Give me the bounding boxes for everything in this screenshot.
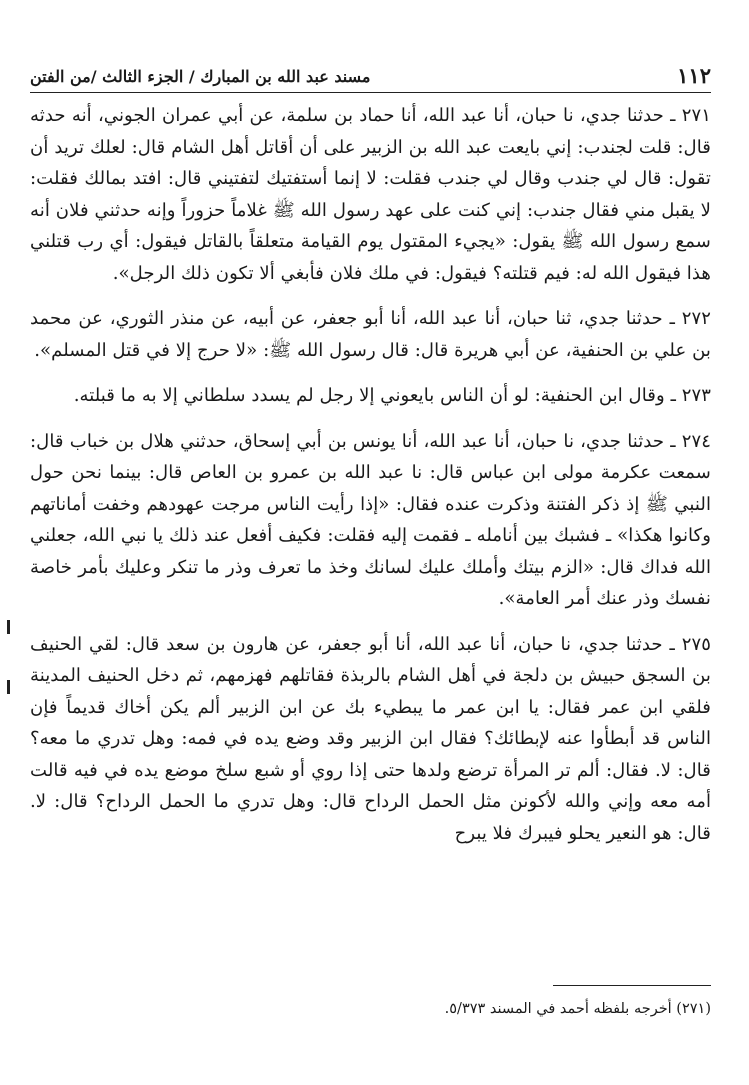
footnote: (٢٧١) أخرجه بلفظه أحمد في المسند ٥/٣٧٣. [444,1001,711,1017]
page-number: ١١٢ [677,63,711,88]
running-title: مسند عبد الله بن المبارك / الجزء الثالث /من الفتن [30,67,371,86]
hadith-274: ٢٧٤ ـ حدثنا جدي، نا حبان، أنا عبد الله، أنا يونس بن أبي إسحاق، حدثني هلال بن خباب قال: سمعت عكرمة مولى ابن عباس قال: نا عبد الله بن عمرو بن العاص قال: بينما نحن حول النبي ﷺ إذ ذكر الفتنة وذكرت عنده فقال: «إذا رأيت الناس مرجت عهودهم وخفت أماناتهم وكانوا هكذا» ـ فشبك بين أنامله ـ فقمت إليه فقلت: فكيف أفعل عند ذلك يا نبي الله، جعلني الله فداك قال: «الزم بيتك وأملك عليك لسانك وخذ ما تعرف وذر ما تنكر وعليك بأمر خاصة نفسك وذر عنك أمر العامة». [30,430,711,609]
hadith-271: ٢٧١ ـ حدثنا جدي، نا حبان، أنا عبد الله، أنا حماد بن سلمة، عن أبي عمران الجوني، أنه حدثه قال: قلت لجندب: إني بايعت عبد الله بن الزبير على أن أقاتل أهل الشام قال: لعلك تريد أن تقول: قال لي جندب وقال لي جندب فقلت: لا إنما أستفتيك لتفتيني قال: افتد بمالك فقلت: لا يقبل مني فقال جندب: إني كنت على عهد رسول الله ﷺ غلاماً حزوراً وإنه حدثني فلان أنه سمع رسول الله ﷺ يقول: «يجيء المقتول يوم القيامة متعلقاً بالقاتل فيقول: أي رب قتلني هذا فيقول الله له: فيم قتلته؟ فيقول: في ملك فلان فأبغي ألا تكون ذلك الرجل». [30,105,711,284]
hadith-273: ٢٧٣ ـ وقال ابن الحنفية: لو أن الناس بايعوني إلا رجل لم يسدد سلطاني إلا به ما قبلته. [73,385,711,406]
footnote-divider [553,985,711,986]
hadith-272: ٢٧٢ ـ حدثنا جدي، ثنا حبان، أنا عبد الله، أنا أبو جعفر، عن أبيه، عن منذر الثوري، عن محمد بن علي بن الحنفية، عن أبي هريرة قال: قال رسول الله ﷺ: «لا حرج إلا في قتل المسلم». [30,308,711,361]
hadith-275: ٢٧٥ ـ حدثنا جدي، نا حبان، أنا عبد الله، أنا أبو جعفر، عن هارون بن سعد قال: لقي الحنيف بن السجق حبيش بن دلجة في أهل الشام بالربذة فقاتلهم فهزمهم، ثم دخل الحنيف المدينة فلقي ابن عمر فقال: يا ابن عمر ما يبطيء بك عن ابن الزبير ألم يكن أخاك قديماً فإن الناس قد أبطأوا عنه لإبطائك؟ فقال ابن الزبير وقد وضع يده في فمه: وهل تدري ما معه؟قال: لا. فقال: ألم تر المرأة ترضع ولدها حتى إذا روي أو شبع سلخ موضع يده في فيه قالت أمه معه وإني والله لأكونن مثل الحمل الرداح قال: وهل تدري ما الحمل الرداح؟ قال: لا. قال: هو النعير يحلو فيبرك فلا يبرح [30,633,711,844]
scan-edge-mark [7,620,10,634]
page-body [30,100,711,863]
page-header [30,58,711,93]
scan-edge-mark [7,680,10,694]
